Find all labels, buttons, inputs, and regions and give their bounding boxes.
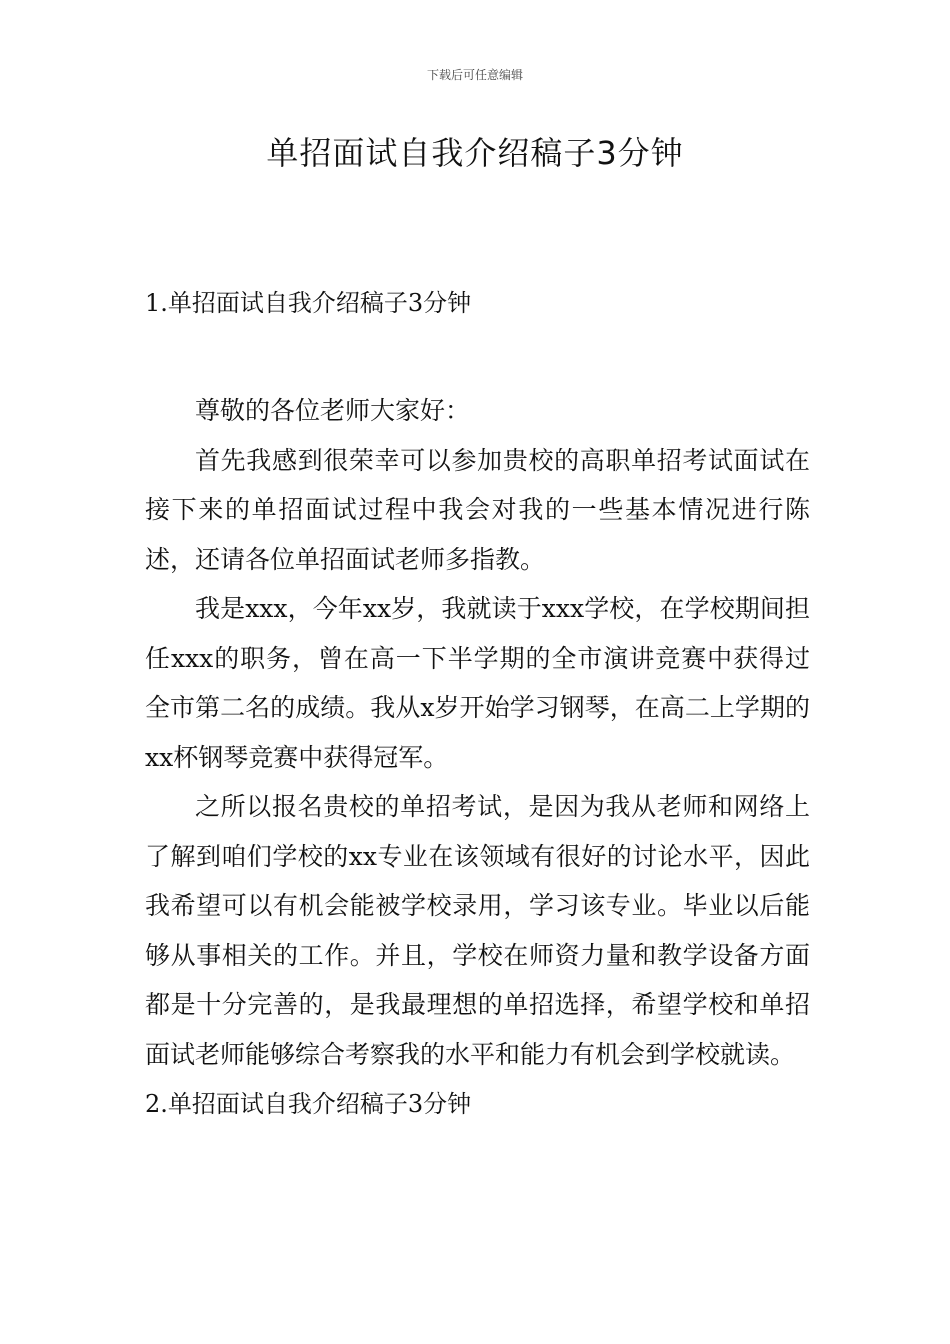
section-heading-2: 2.单招面试自我介绍稿子3分钟 [145,1090,472,1118]
header-note: 下载后可任意编辑 [426,68,523,82]
greeting: 尊敬的各位老师大家好： [195,396,471,425]
document-body [145,278,810,1129]
document-title: 单招面试自我介绍稿子3分钟 [266,134,684,172]
paragraph-3: 之所以报名贵校的单招考试，是因为我从老师和网络上了解到咱们学校的xx专业在该领域有很好的讨论水平，因此我希望可以有机会能被学校录用，学习该专业。毕业以后能够从事相关的工作。并且，学校在师资力量和教学设备方面都是十分完善的，是我最理想的单招选择，希望学校和单招面试老师能够综合考察我的水平和能力有机会到学校就读。 [145,792,810,1069]
paragraph-1: 首先我感到很荣幸可以参加贵校的高职单招考试面试在接下来的单招面试过程中我会对我的一些基本情况进行陈述，还请各位单招面试老师多指教。 [145,445,810,574]
section-heading-1: 1.单招面试自我介绍稿子3分钟 [145,289,472,317]
paragraph-2: 我是xxx，今年xx岁，我就读于xxx学校，在学校期间担任xxx的职务，曾在高一下半学期的全市演讲竞赛中获得过全市第二名的成绩。我从x岁开始学习钢琴，在高二上学期的xx杯钢琴竞赛中获得冠军。 [145,594,810,772]
